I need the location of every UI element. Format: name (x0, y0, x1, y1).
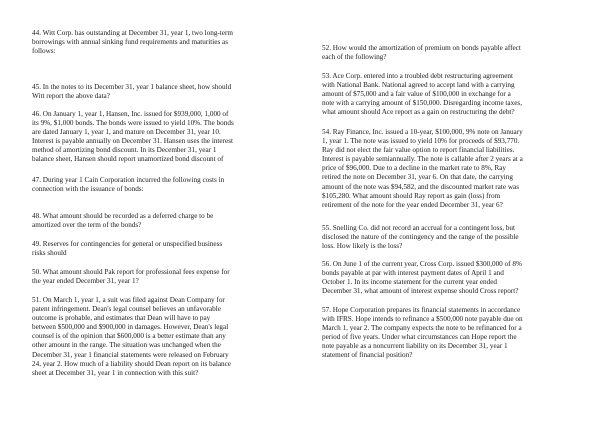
question-48: 48. What amount should be recorded as a deferred charge to be amortized over the term of the bonds? (32, 212, 214, 230)
question-52: 52. How would the amortization of premium on bonds payable affect each of the following? (322, 44, 521, 62)
question-47: 47. During year 1 Cain Corporation incurred the following costs in connection with the issuance of bonds: (32, 176, 225, 194)
question-45: 45. In the notes to its December 31, year 1 balance sheet, how should Witt report the above data? (32, 83, 232, 101)
question-51: 51. On March 1, year 1, a suit was filed against Dean Company for patent infringement. Dean's legal counsel believes an unfavorable outcome is probable, and estimates that Dean will have to pay between $500,000 and $900,000 in damages. However, Dean's legal counsel is of the opinion that $600,000 is a better estimate than any other amount in the range. The situation was unchanged when the December 31, year 1 financial statements were released on February 24, year 2. How much of a liability should Dean report on its balance sheet at December 31, year 1 in connection with this suit? (32, 296, 232, 377)
question-56: 56. On June 1 of the current year, Cross Corp. issued $300,000 of 8% bonds payable at par with interest payment dates of April 1 and October 1. In its income statement for the current year ended December 31, what amount of interest expense should Cross report? (322, 260, 522, 296)
question-49: 49. Reserves for contingencies for general or unspecified business risks should (32, 240, 223, 258)
question-46: 46. On January 1, year 1, Hansen, Inc. issued for $939,000, 1,000 of its 9%, $1,000 bonds. The bonds were issued to yield 10%. The bonds are dated January 1, year 1, and mature on December 31, year 10. Interest is payable annually on December 31. Hansen uses the interest method of amortizing bond discount. In its December 31, year 1 balance sheet, Hansen should report unamortized bond discount of (32, 110, 234, 164)
question-53: 53. Ace Corp. entered into a troubled debt restructuring agreement with National Bank. National agreed to accept land with a carrying amount of $75,000 and a fair value of $100,000 in exchange for a note with a carrying amount of $150,000. Disregarding income taxes, what amount should Ace report as a gain on restructuring the debt? (322, 72, 523, 117)
question-44: 44. Witt Corp. has outstanding at December 31, year 1, two long-term borrowings with annual sinking fund requirements and maturities as follows: (32, 29, 233, 56)
question-50: 50. What amount should Pak report for professional fees expense for the year ended December 31, year 1? (32, 268, 230, 286)
question-54: 54. Ray Finance, Inc. issued a 10-year, $100,000, 9% note on January 1, year 1. The note was issued to yield 10% for proceeds of $93,770. Ray did not elect the fair value option to report financial liabilities. Interest is payable semiannually. The note is callable after 2 years at a price of $96,000. Due to a decline in the market rate to 8%, Ray retired the note on December 31, year 6. On that date, the carrying amount of the note was $94,582, and the discounted market rate was $105,280. What amount should Ray report as gain (loss) from retirement of the note for the year ended December 31, year 6? (322, 128, 523, 209)
question-55: 55. Snelling Co. did not record an accrual for a contingent loss, but disclosed the nature of the contingency and the range of the possible loss. How likely is the loss? (322, 224, 519, 251)
question-57: 57. Hope Corporation prepares its financial statements in accordance with IFRS. Hope intends to refinance a $500,000 note payable due on March 1, year 2. The company expects the note to be refinanced for a period of five years. Under what circumstances can Hope report the note payable as a noncurrent liability on its December 31, year 1 statement of financial position? (322, 306, 523, 360)
